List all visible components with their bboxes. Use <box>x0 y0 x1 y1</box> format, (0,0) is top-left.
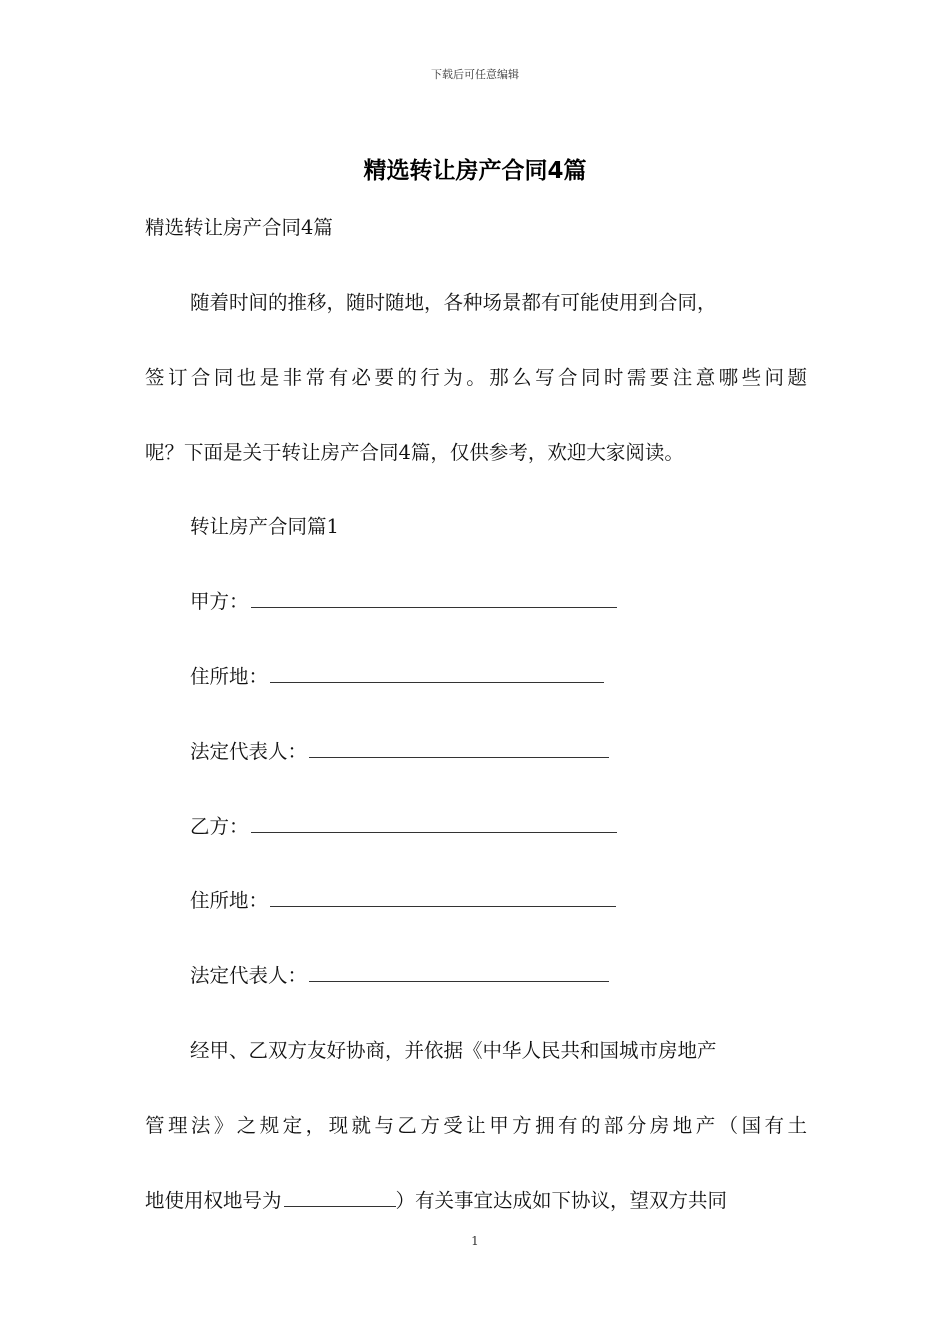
party-a-field <box>190 586 617 614</box>
land-number-blank <box>284 1190 396 1207</box>
intro-line-1: 随着时间的推移，随时随地，各种场景都有可能使用到合同， <box>190 291 717 314</box>
document-subtitle: 精选转让房产合同4篇 <box>145 216 333 239</box>
party-b-address-label: 住所地： <box>190 889 269 912</box>
body-line-2: 管理法》之规定，现就与乙方受让甲方拥有的部分房地产（国有土 <box>145 1114 807 1137</box>
party-b-address-blank <box>270 890 616 907</box>
party-b-rep-label: 法定代表人： <box>190 964 308 987</box>
party-a-rep-label: 法定代表人： <box>190 740 308 763</box>
body-line-3-end: ）有关事宜达成如下协议，望双方共同 <box>395 1189 728 1212</box>
party-b-rep-field <box>190 960 609 988</box>
header-note: 下载后可任意编辑 <box>431 68 519 81</box>
party-b-address-field <box>190 885 616 913</box>
party-b-label: 乙方： <box>190 815 249 838</box>
party-a-address-label: 住所地： <box>190 665 269 688</box>
body-line-1: 经甲、乙双方友好协商，并依据《中华人民共和国城市房地产 <box>190 1039 717 1062</box>
party-a-rep-field <box>190 736 609 764</box>
page-number: 1 <box>471 1234 479 1248</box>
section-heading: 转让房产合同篇1 <box>190 515 339 538</box>
party-b-blank <box>251 816 617 833</box>
party-a-address-field <box>190 661 604 689</box>
intro-line-3: 呢？下面是关于转让房产合同4篇，仅供参考，欢迎大家阅读。 <box>145 441 684 464</box>
intro-line-2: 签订合同也是非常有必要的行为。那么写合同时需要注意哪些问题 <box>145 366 807 389</box>
party-b-field <box>190 811 617 839</box>
party-a-label: 甲方： <box>190 590 249 613</box>
party-a-rep-blank <box>309 741 609 758</box>
party-b-rep-blank <box>309 965 609 982</box>
document-title: 精选转让房产合同4篇 <box>363 158 587 184</box>
body-line-3-start: 地使用权地号为 <box>145 1189 282 1212</box>
party-a-address-blank <box>270 666 604 683</box>
body-line-3 <box>145 1185 727 1213</box>
party-a-blank <box>251 591 617 608</box>
